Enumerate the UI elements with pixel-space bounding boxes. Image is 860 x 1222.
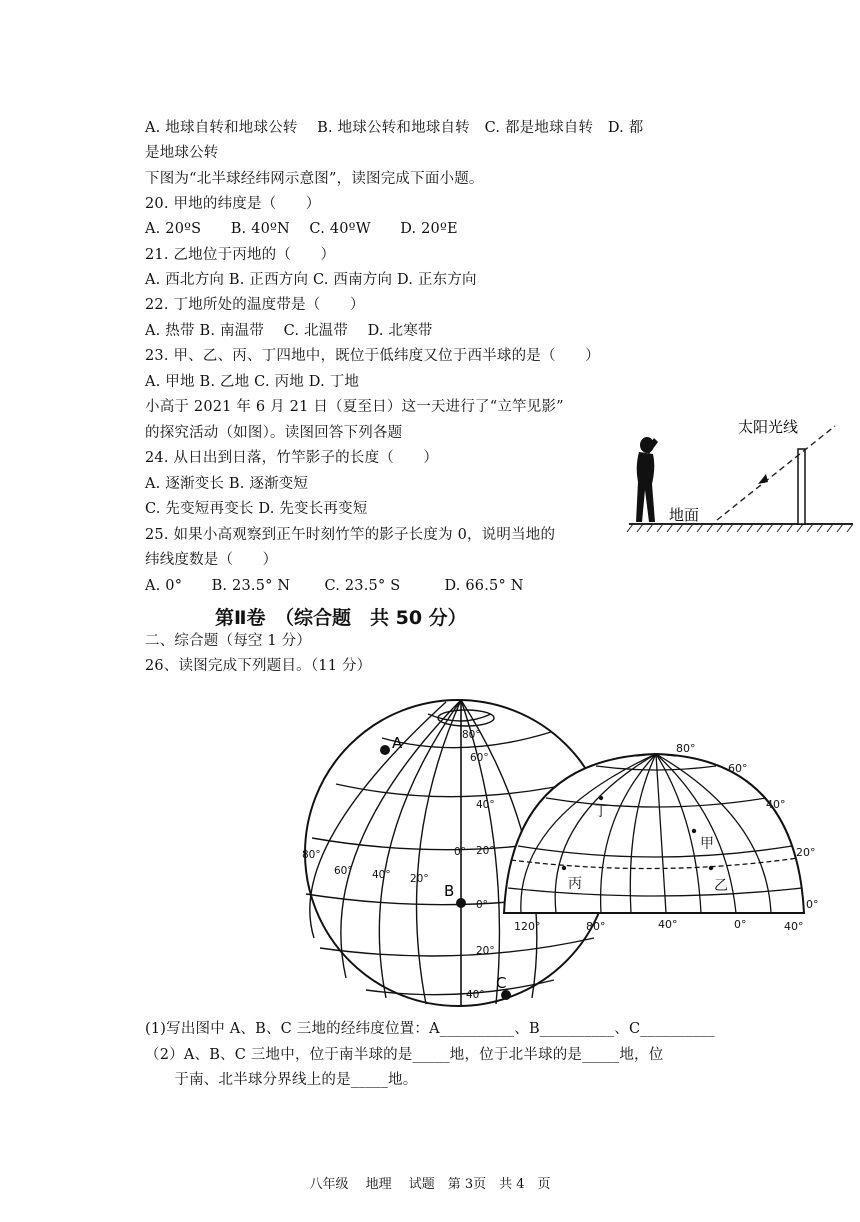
- figure-intro: 下图为“北半球经纬网示意图”，读图完成下面小题。: [145, 171, 484, 187]
- q19-options: A. 地球自转和地球公转 B. 地球公转和地球自转 C. 都是地球自转 D. 都: [145, 120, 644, 136]
- q24-stem: 24. 从日出到日落，竹竿影子的长度（ ）: [145, 450, 439, 466]
- svg-text:20°: 20°: [476, 845, 495, 857]
- svg-text:0°: 0°: [476, 899, 488, 911]
- svg-text:40°: 40°: [476, 799, 495, 811]
- q25-stem-cont: 纬线度数是（ ）: [145, 552, 278, 568]
- svg-text:80°: 80°: [462, 729, 481, 741]
- q23-stem: 23. 甲、乙、丙、丁四地中，既位于低纬度又位于西半球的是（ ）: [145, 348, 600, 364]
- place-yi: 乙: [714, 878, 728, 894]
- q22-stem: 22. 丁地所处的温度带是（ ）: [145, 297, 365, 313]
- point-b-label: B: [444, 882, 455, 900]
- svg-text:20°: 20°: [476, 945, 495, 957]
- sunlight-label: 太阳光线: [738, 418, 799, 436]
- person-silhouette: [636, 437, 658, 522]
- ground-label: 地面: [669, 506, 700, 524]
- section-heading: 二、综合题（每空 1 分）: [145, 633, 312, 649]
- svg-text:40°: 40°: [784, 920, 804, 933]
- q20-options: A. 20ºS B. 40ºN C. 40ºW D. 20ºE: [145, 221, 458, 237]
- svg-text:0°: 0°: [454, 846, 466, 858]
- point-c-label: C: [496, 974, 507, 992]
- activity-intro: 小高于 2021 年 6 月 21 日（夏至日）这一天进行了“立竿见影”: [145, 399, 564, 415]
- svg-text:40°: 40°: [766, 798, 786, 811]
- svg-text:80°: 80°: [676, 742, 696, 755]
- sun-shadow-figure: [625, 412, 855, 540]
- page-footer: 八年级 地理 试题 第 3页 共 4 页: [309, 1177, 551, 1192]
- q21-options: A. 西北方向 B. 正西方向 C. 西南方向 D. 正东方向: [145, 272, 477, 288]
- q26-stem: 26、读图完成下列题目。（11 分）: [145, 658, 372, 674]
- place-jia: 甲: [700, 836, 714, 852]
- svg-text:60°: 60°: [470, 752, 489, 764]
- bamboo-pole: [798, 449, 805, 524]
- svg-text:0°: 0°: [734, 918, 747, 931]
- q23-options: A. 甲地 B. 乙地 C. 丙地 D. 丁地: [145, 374, 360, 390]
- globes-figure: [296, 698, 826, 1013]
- q25-stem: 25. 如果小高观察到正午时刻竹竿的影子长度为 0，说明当地的: [145, 527, 556, 543]
- point-a-label: A: [392, 734, 403, 752]
- svg-text:40°: 40°: [466, 989, 485, 1001]
- q24-options-cd: C. 先变短再变长 D. 先变长再变短: [145, 501, 368, 517]
- q24-options-ab: A. 逐渐变长 B. 逐渐变短: [145, 476, 309, 492]
- q26-part2: （2）A、B、C 三地中，位于南半球的是_____地，位于北半球的是_____地，位: [145, 1047, 664, 1063]
- svg-text:0°: 0°: [806, 898, 819, 911]
- q25-options: A. 0° B. 23.5° N C. 23.5° S D. 66.5° N: [145, 578, 524, 594]
- svg-text:80°: 80°: [586, 920, 606, 933]
- section-title: 第Ⅱ卷 （综合题 共 50 分）: [215, 607, 467, 629]
- right-hemisphere: [504, 742, 819, 933]
- q26-part1: (1)写出图中 A、B、C 三地的经纬度位置：A__________、B__________、C__________: [145, 1021, 715, 1037]
- q26-part2-cont: 于南、北半球分界线上的是_____地。: [145, 1072, 418, 1088]
- q21-stem: 21. 乙地位于丙地的（ ）: [145, 247, 336, 263]
- q20-stem: 20. 甲地的纬度是（ ）: [145, 196, 321, 212]
- left-globe-labels: [302, 729, 495, 1001]
- svg-text:120°: 120°: [514, 920, 541, 933]
- svg-text:20°: 20°: [410, 873, 429, 885]
- activity-intro-cont: 的探究活动（如图）。读图回答下列各题: [145, 425, 403, 441]
- svg-text:40°: 40°: [658, 918, 678, 931]
- svg-text:20°: 20°: [796, 846, 816, 859]
- svg-text:40°: 40°: [372, 869, 391, 881]
- svg-text:60°: 60°: [728, 762, 748, 775]
- q22-options: A. 热带 B. 南温带 C. 北温带 D. 北寒带: [145, 323, 433, 339]
- q19-options-cont: 是地球公转: [145, 145, 219, 161]
- svg-text:80°: 80°: [302, 849, 321, 861]
- place-ding: 丁: [594, 804, 608, 820]
- place-bing: 丙: [568, 876, 582, 892]
- svg-text:60°: 60°: [334, 865, 353, 877]
